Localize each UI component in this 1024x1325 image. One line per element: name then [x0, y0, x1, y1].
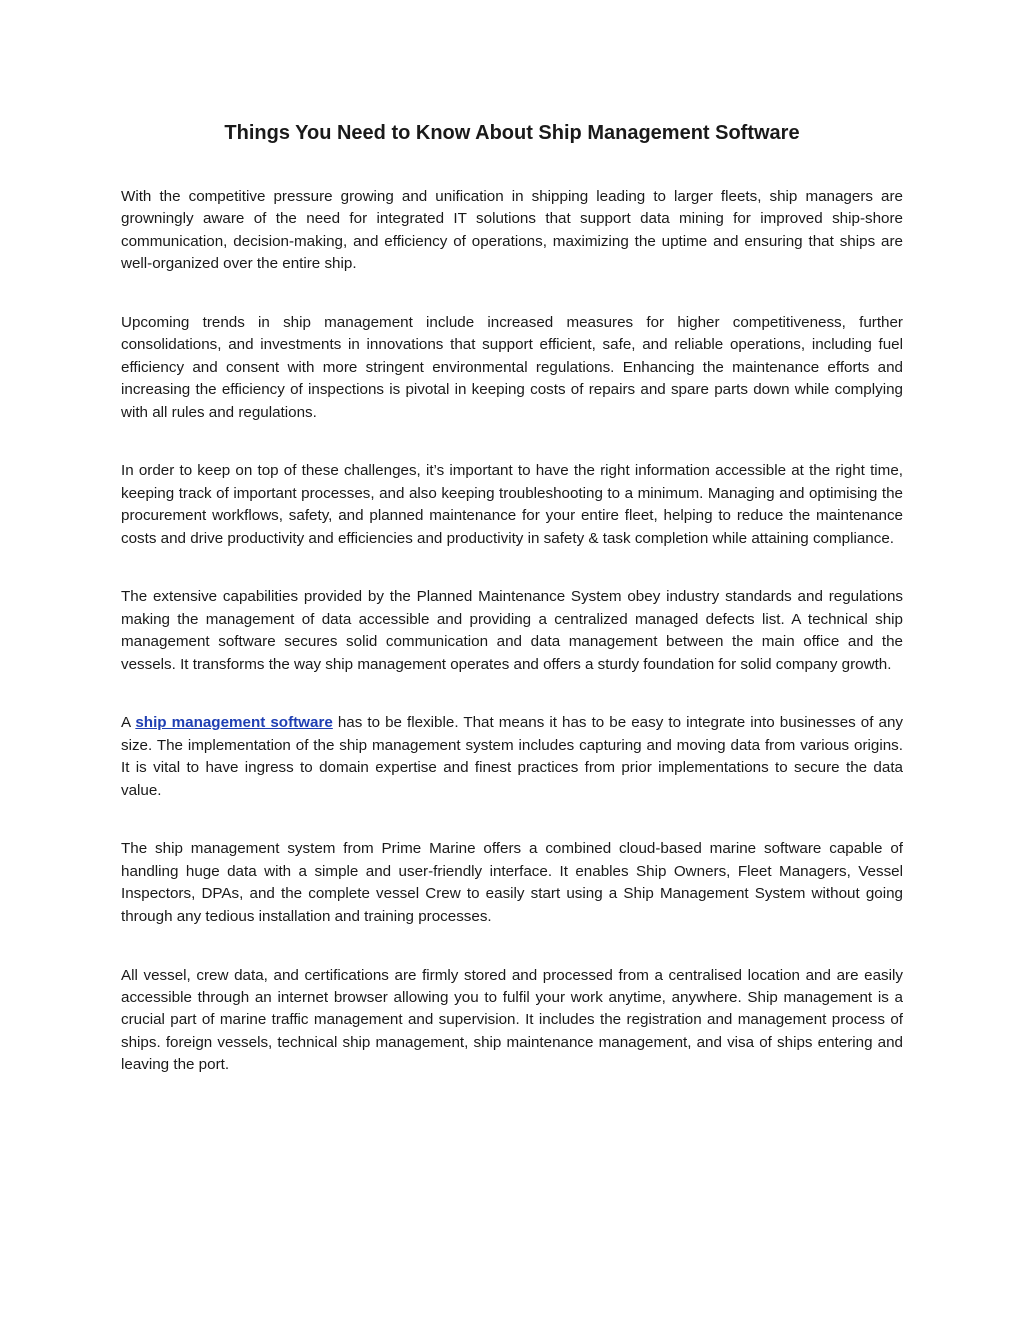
paragraph-capabilities: The extensive capabilities provided by the Planned Maintenance System obey industry standards and regulations making the management of data accessible and providing a centralized managed defects list. A technical ship management software secures solid communication and data management between the main office and the vessels. It transforms the way ship management operates and offers a sturdy foundation for solid company growth. [121, 588, 903, 673]
document-body [121, 186, 903, 1113]
paragraph-challenges: In order to keep on top of these challenges, it’s important to have the right information accessible at the right time, keeping track of important processes, and also keeping troubleshooting to a minimum. Managing and optimising the procurement workflows, safety, and planned maintenance for your entire fleet, helping to reduce the maintenance costs and drive productivity and efficiencies and productivity in safety & task completion while attaining compliance. [121, 462, 903, 547]
paragraph-intro: With the competitive pressure growing and unification in shipping leading to larger fleets, ship managers are growningly aware of the need for integrated IT solutions that support data mining for improved ship-shore communication, decision-making, and efficiency of operations, maximizing the uptime and ensuring that ships are well-organized over the entire ship. [121, 188, 903, 273]
paragraph-trends: Upcoming trends in ship management include increased measures for higher competitiveness, further consolidations, and investments in innovations that support efficient, safe, and reliable operations, including fuel efficiency and consent with more stringent environmental regulations. Enhancing the maintenance efforts and increasing the efficiency of inspections is pivotal in keeping costs of repairs and spare parts down while complying with all rules and regulations. [121, 314, 903, 421]
document-title: Things You Need to Know About Ship Management Software [224, 122, 800, 144]
paragraph-flexibility-lead: A [121, 714, 136, 732]
paragraph-flexibility-rest: has to be flexible. That means it has to be easy to integrate into businesses of any size. The implementation of the ship management system includes capturing and moving data from various origins. It is vital to have ingress to domain expertise and finest practices from prior implementations to secure the data value. [121, 714, 903, 799]
paragraph-prime-marine: The ship management system from Prime Marine offers a combined cloud-based marine software capable of handling huge data with a simple and user-friendly interface. It enables Ship Owners, Fleet Managers, Vessel Inspectors, DPAs, and the complete vessel Crew to easily start using a Ship Management System without going through any tedious installation and training processes. [121, 840, 903, 925]
paragraph-flexibility [121, 712, 903, 802]
paragraph-data-storage: All vessel, crew data, and certifications are firmly stored and processed from a centralised location and are easily accessible through an internet browser allowing you to fulfil your work anytime, anywhere. Ship management is a crucial part of marine traffic management and supervision. It includes the registration and management process of ships. foreign vessels, technical ship management, ship maintenance management, and visa of ships entering and leaving the port. [121, 966, 903, 1074]
ship-management-software-link[interactable]: ship management software [135, 714, 333, 732]
